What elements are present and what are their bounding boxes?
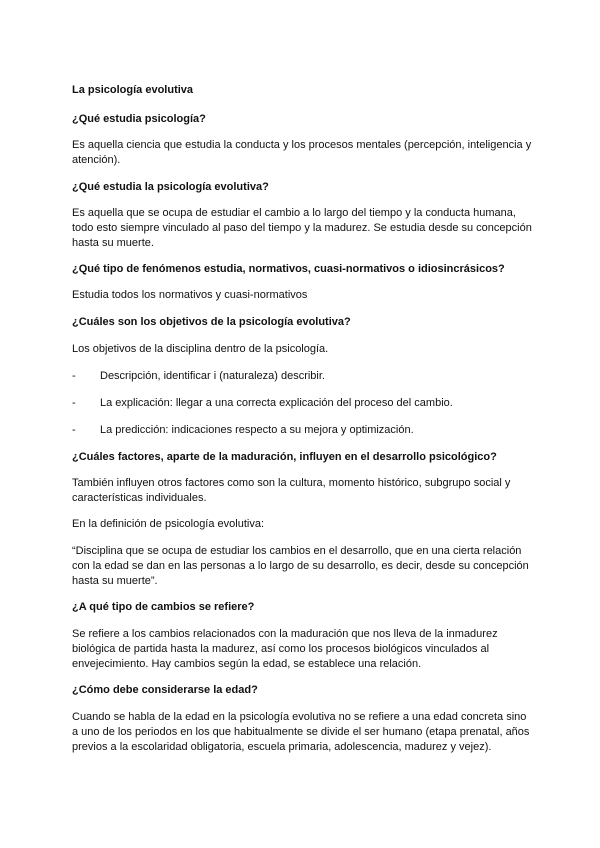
list-item: La explicación: llegar a una correcta explicación del proceso del cambio. <box>100 397 453 409</box>
answer-paragraph: Es aquella ciencia que estudia la conducta y los procesos mentales (percepción, inteligencia y atención). <box>72 139 532 166</box>
definition-intro: En la definición de psicología evolutiva: <box>72 518 265 530</box>
answer-paragraph: Se refiere a los cambios relacionados con la maduración que nos lleva de la inmadurez biológica de partida hasta la madurez, así como los procesos biológicos vinculados al envejecimiento. Hay cambios según la edad, se establece una relación. <box>72 628 498 670</box>
question-heading: ¿A qué tipo de cambios se refiere? <box>72 601 255 613</box>
question-heading: ¿Cuáles factores, aparte de la maduración, influyen en el desarrollo psicológico? <box>72 451 497 463</box>
list-bullet: - <box>72 370 76 382</box>
question-heading: ¿Cómo debe considerarse la edad? <box>72 684 258 696</box>
document-title: La psicología evolutiva <box>72 84 194 96</box>
question-heading: ¿Qué estudia la psicología evolutiva? <box>72 181 269 193</box>
list-bullet: - <box>72 424 76 436</box>
question-heading: ¿Qué tipo de fenómenos estudia, normativos, cuasi-normativos o idiosincrásicos? <box>72 263 505 275</box>
answer-paragraph: Estudia todos los normativos y cuasi-normativos <box>72 289 308 301</box>
answer-paragraph: Los objetivos de la disciplina dentro de la psicología. <box>72 343 329 355</box>
question-heading: ¿Qué estudia psicología? <box>72 113 206 125</box>
question-heading: ¿Cuáles son los objetivos de la psicología evolutiva? <box>72 316 351 328</box>
list-item: Descripción, identificar i (naturaleza) describir. <box>100 370 325 382</box>
answer-paragraph: También influyen otros factores como son la cultura, momento histórico, subgrupo social y características individuales. <box>72 477 511 504</box>
list-item: La predicción: indicaciones respecto a su mejora y optimización. <box>100 424 414 436</box>
answer-paragraph: Es aquella que se ocupa de estudiar el cambio a lo largo del tiempo y la conducta humana, todo esto siempre vinculado al paso del tiempo y la madurez. Se estudia desde su concepción hasta su muerte. <box>72 207 532 249</box>
answer-paragraph: Cuando se habla de la edad en la psicología evolutiva no se refiere a una edad concreta sino a uno de los periodos en los que habitualmente se divide el ser humano (etapa prenatal, años previos a la escolaridad obligatoria, escuela primaria, adolescencia, madurez y vejez). <box>72 711 530 753</box>
definition-quote: “Disciplina que se ocupa de estudiar los cambios en el desarrollo, que en una cierta relación con la edad se dan en las personas a lo largo de su desarrollo, es decir, desde su concepción hasta su muerte”. <box>72 545 529 587</box>
list-bullet: - <box>72 397 76 409</box>
